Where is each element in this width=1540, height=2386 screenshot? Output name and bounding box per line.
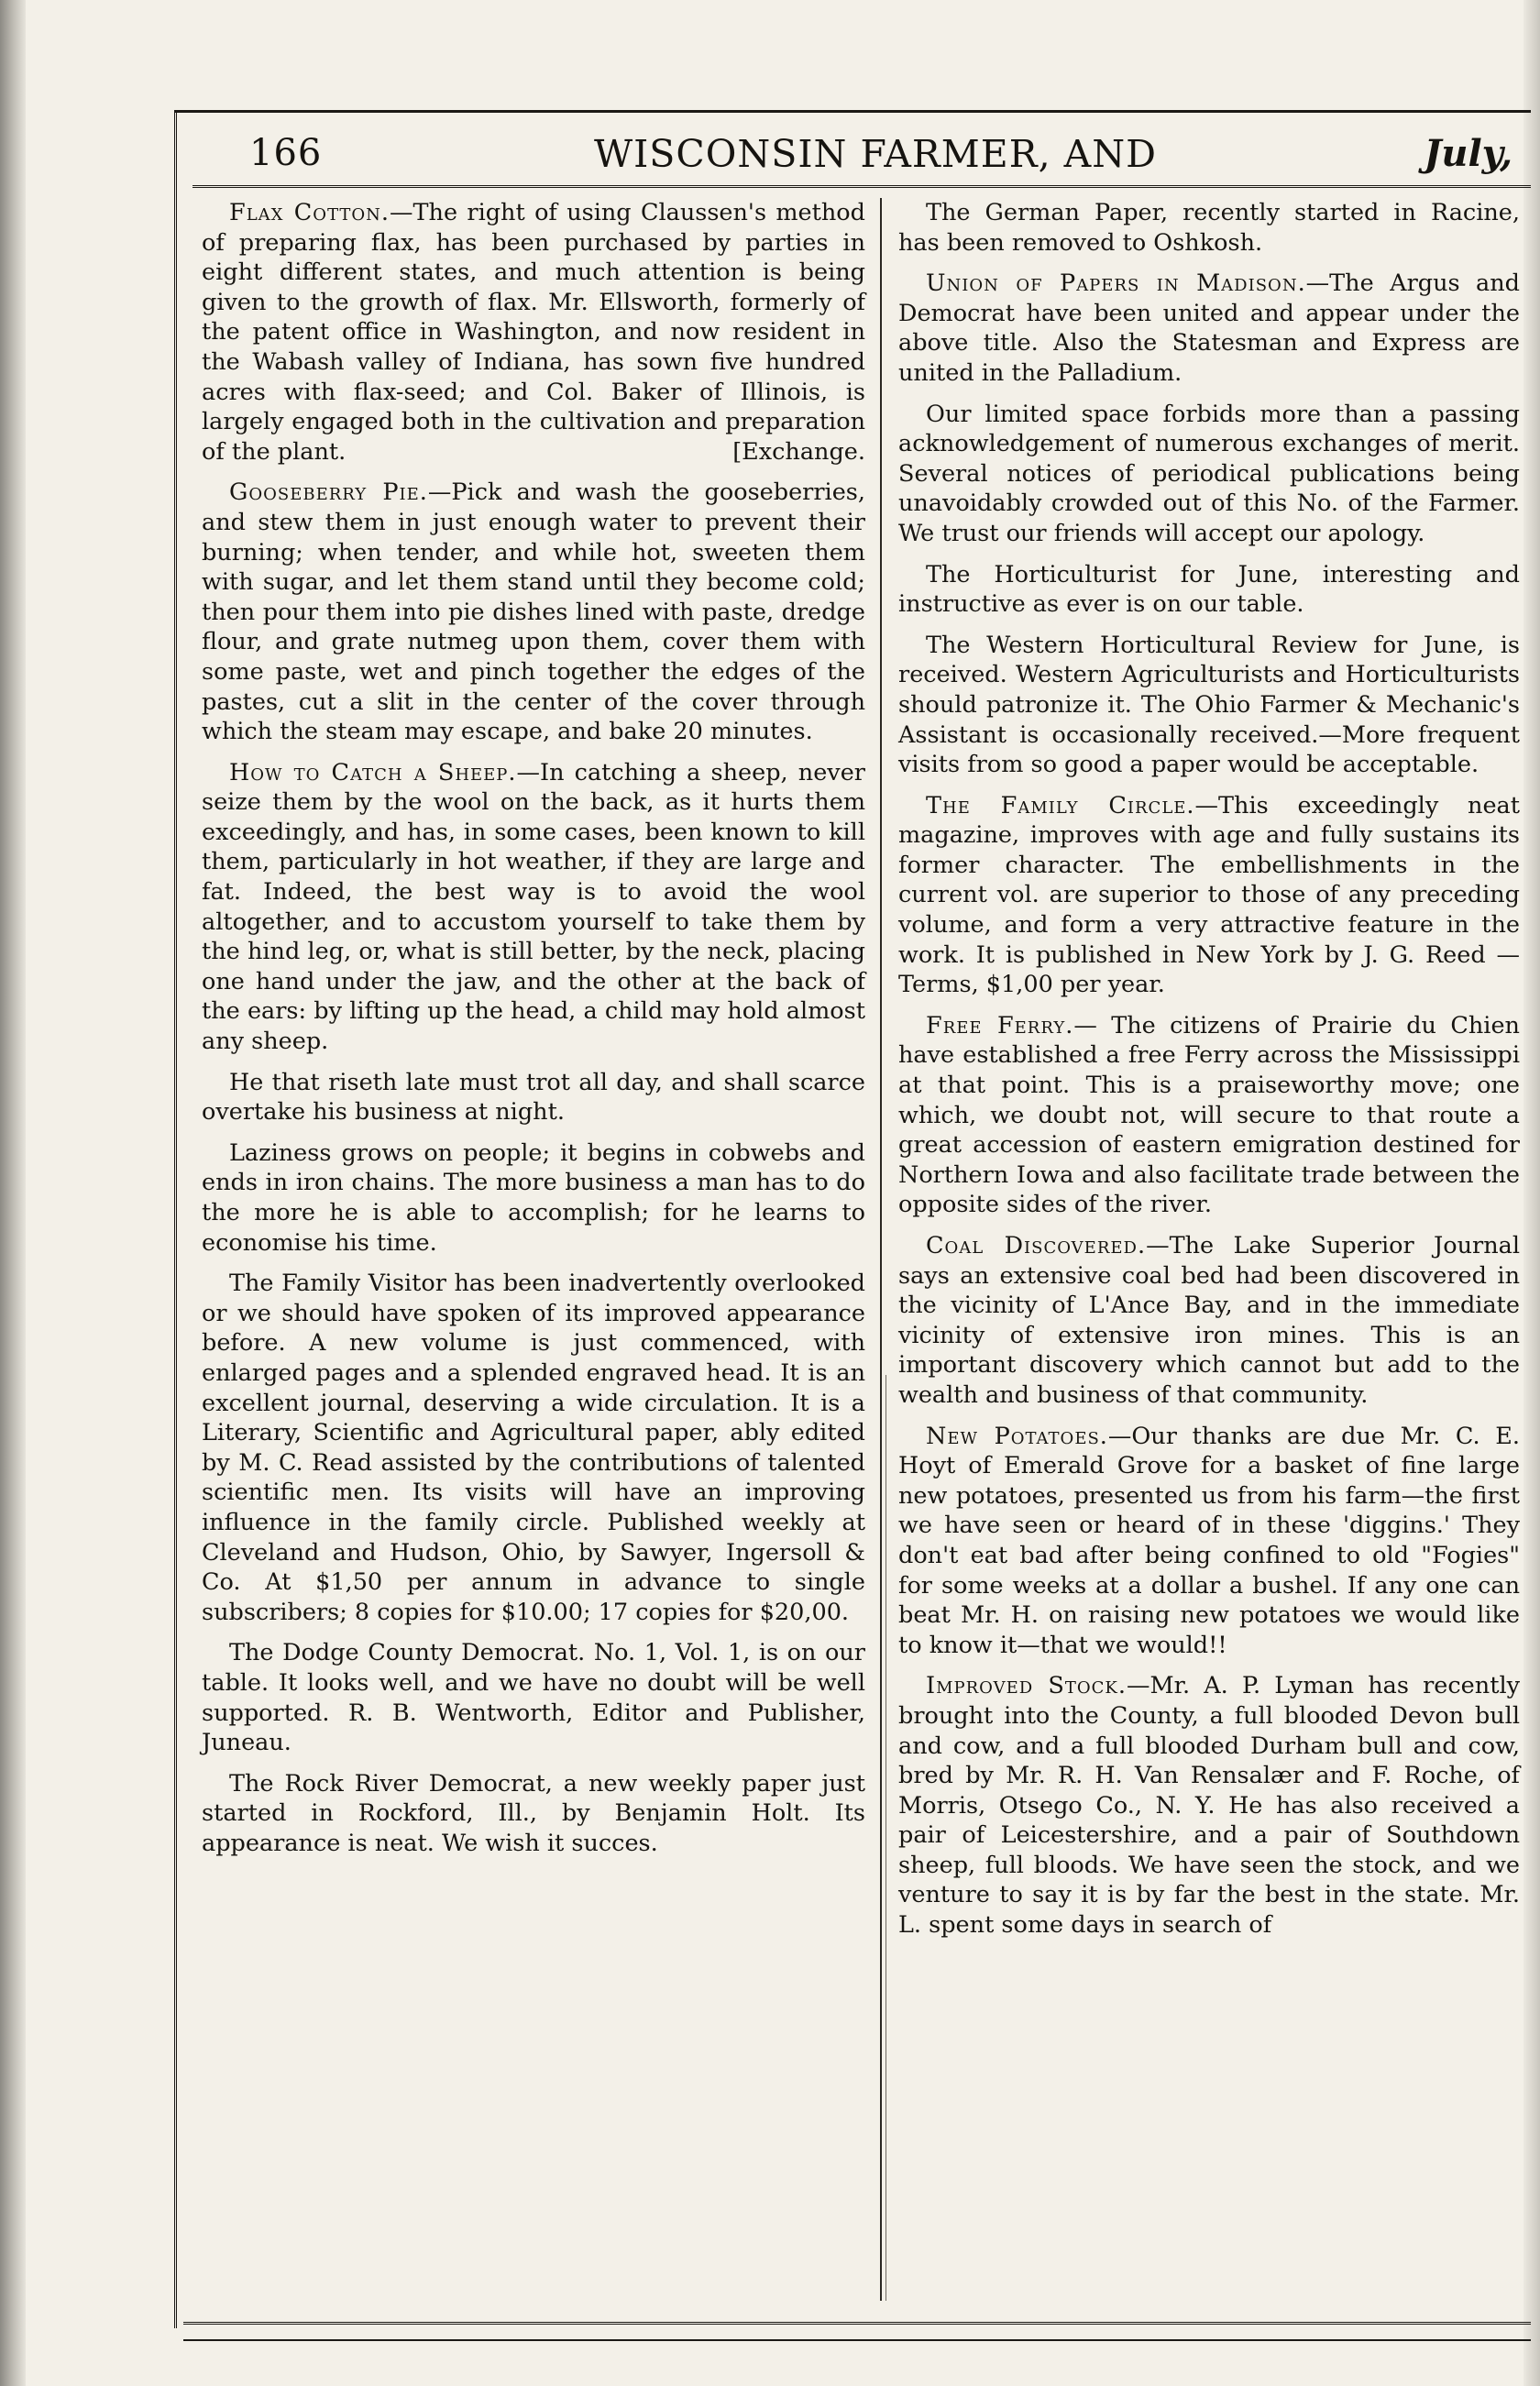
page-number: 166 [249, 132, 323, 174]
left-border-rule [174, 110, 182, 2328]
article-body: —This exceedingly neat magazine, improves with age and fully sustains its former character. The embellishments in the current vol. are superior to those of any preceding volume, and form a very attractive feature in the work. It is published in New York by J. G. Reed —Terms, $1,00 per year. [898, 791, 1521, 999]
article-body: —The Argus and Democrat have been united and appear under the above title. Also the Statesman and Express are united in the Palladium. [898, 269, 1520, 387]
item-rock-river-democrat: The Rock River Democrat, a new weekly paper just started in Rockford, Ill., by Benjamin Holt. Its appearance is neat. We wish it succes. [202, 1769, 865, 1857]
article-body: —The Lake Superior Journal says an extensive coal bed had been discovered in the vicinity of L'Ance Bay, and in the immediate vicinity of extensive iron mines. This is an important discovery which cannot but add to the wealth and business of that community. [898, 1232, 1521, 1409]
item-laziness: Laziness grows on people; it begins in cobwebs and ends in iron chains. The more business a man has to do the more he is able to accomplish; for he learns to economise his time. [202, 1138, 865, 1257]
bottom-border-rule [183, 2322, 1531, 2328]
article-catch-sheep [202, 758, 865, 1057]
left-column [202, 198, 865, 1869]
article-body: —Our thanks are due Mr. C. E. Hoyt of Emerald Grove for a basket of fine large new potatoes, presented us from his farm—the first we have seen or heard of in these 'diggins.' They don't eat bad after being confined to old "Fogies" for some weeks at a dollar a bushel. If any one can beat Mr. H. on raising new potatoes we would like to know it—that we would!! [898, 1422, 1521, 1659]
top-border-rule [174, 110, 1531, 113]
column-divider [880, 198, 882, 2301]
article-body: —Mr. A. P. Lyman has recently brought into the County, a full blooded Devon bull and cow, and a full blooded Durham bull and cow, bred by Mr. R. H. Van Rensalær and F. Roche, of Morris, Otsego Co., N. Y. He has also received a pair of Leicestershire, and a pair of Southdown sheep, full bloods. We have seen the stock, and we venture to say it is by far the best in the state. Mr. L. spent some days in search of [898, 1672, 1521, 1940]
item-riseth-late: He that riseth late must trot all day, and shall scarce overtake his business at night. [202, 1068, 865, 1127]
article-source: [Exchange. [732, 437, 865, 466]
article-body: —The right of using Claussen's method of preparing flax, has been purchased by parties in eight different states, and much attention is being given to the growth of flax. Mr. Ellsworth, formerly of the patent office in Washington, and now resident in the Wabash valley of Indiana, has sown five hundred acres with flax-seed; and Col. Baker of Illinois, is largely engaged both in the cultivation and preparation of the plant. [202, 199, 865, 466]
right-column [898, 198, 1520, 1952]
newspaper-page [174, 101, 1531, 2356]
month-label: July, [1424, 132, 1512, 175]
article-heading: The Family Circle. [926, 791, 1195, 819]
scan-margin-left [0, 0, 26, 2386]
page-header [192, 123, 1522, 189]
item-dodge-county-democrat: The Dodge County Democrat. No. 1, Vol. 1, is on our table. It looks well, and we have no doubt will be well supported. R. B. Wentworth, Editor and Publisher, Juneau. [202, 1639, 865, 1757]
article-body: —In catching a sheep, never seize them by the wool on the back, as it hurts them exceedingly, and has, in some cases, been known to kill them, particularly in hot weather, if they are large and fat. Indeed, the best way is to avoid the wool altogether, and to accustom yourself to take them by the hind leg, or, what is still better, by the neck, placing one hand under the jaw, and the other at the back of the ears: by lifting up the head, a child may hold almost any sheep. [202, 758, 865, 1056]
bottom-border-rule-secondary [183, 2339, 1531, 2341]
article-heading: How to Catch a Sheep. [229, 758, 517, 786]
article-union-of-papers [898, 269, 1520, 388]
article-heading: Free Ferry. [926, 1011, 1074, 1039]
item-family-visitor: The Family Visitor has been inadvertently overlooked or we should have spoken of its improved appearance before. A new volume is just commenced, with enlarged pages and a splended engraved head. It is an excellent journal, deserving a wide circulation. It is a Literary, Scientific and Agricultural paper, ably edited by M. C. Read assisted by the contributions of talented scientific men. Its visits will have an improving influence in the family circle. Published weekly at Cleveland and Hudson, Ohio, by Sawyer, Ingersoll & Co. At $1,50 per annum in advance to single subscribers; 8 copies for $10.00; 17 copies for $20,00. [202, 1270, 865, 1626]
item-german-paper: The German Paper, recently started in Racine, has been removed to Oshkosh. [898, 199, 1520, 257]
item-horticulturist: The Horticulturist for June, interesting and instructive as ever is on our table. [898, 560, 1520, 619]
article-improved-stock [898, 1671, 1520, 1940]
article-free-ferry [898, 1011, 1520, 1220]
article-new-potatoes [898, 1422, 1520, 1661]
item-limited-space: Our limited space forbids more than a passing acknowledgement of numerous exchanges of merit. Several notices of periodical publications being unavoidably crowded out of this No. of the Farmer. We trust our friends will accept our apology. [898, 400, 1520, 547]
article-heading: Coal Discovered. [926, 1232, 1147, 1259]
article-heading: Flax Cotton. [229, 199, 390, 226]
header-divider [192, 185, 1531, 192]
running-head-title: WISCONSIN FARMER, AND [593, 132, 1158, 176]
article-gooseberry-pie [202, 478, 865, 746]
item-western-review: The Western Horticultural Review for June, is received. Western Agriculturists and Horticulturists should patronize it. The Ohio Farmer & Mechanic's Assistant is occasionally received.—More frequent visits from so good a paper would be acceptable. [898, 631, 1520, 779]
article-heading: Union of Papers in Madison. [926, 269, 1306, 298]
article-coal-discovered [898, 1231, 1520, 1411]
article-family-circle [898, 791, 1520, 1000]
article-body: — The citizens of Prairie du Chien have established a free Ferry across the Mississippi at that point. This is a praiseworthy move; one which, we doubt not, will secure to that route a great accession of eastern emigration destined for Northern Iowa and also facilitate trade between the opposite sides of the river. [898, 1011, 1520, 1219]
article-heading: New Potatoes. [926, 1422, 1108, 1450]
article-heading: Gooseberry Pie. [229, 478, 428, 507]
article-body: —Pick and wash the gooseberries, and stew them in just enough water to prevent their burning; when tender, and while hot, sweeten them with sugar, and let them stand until they become cold; then pour them into pie dishes lined with paste, dredge flour, and grate nutmeg upon them, cover them with some paste, wet and pinch together the edges of the pastes, cut a slit in the center of the cover through which the steam may escape, and bake 20 minutes. [202, 478, 865, 746]
article-heading: Improved Stock. [926, 1672, 1127, 1700]
article-flax-cotton [202, 198, 865, 467]
